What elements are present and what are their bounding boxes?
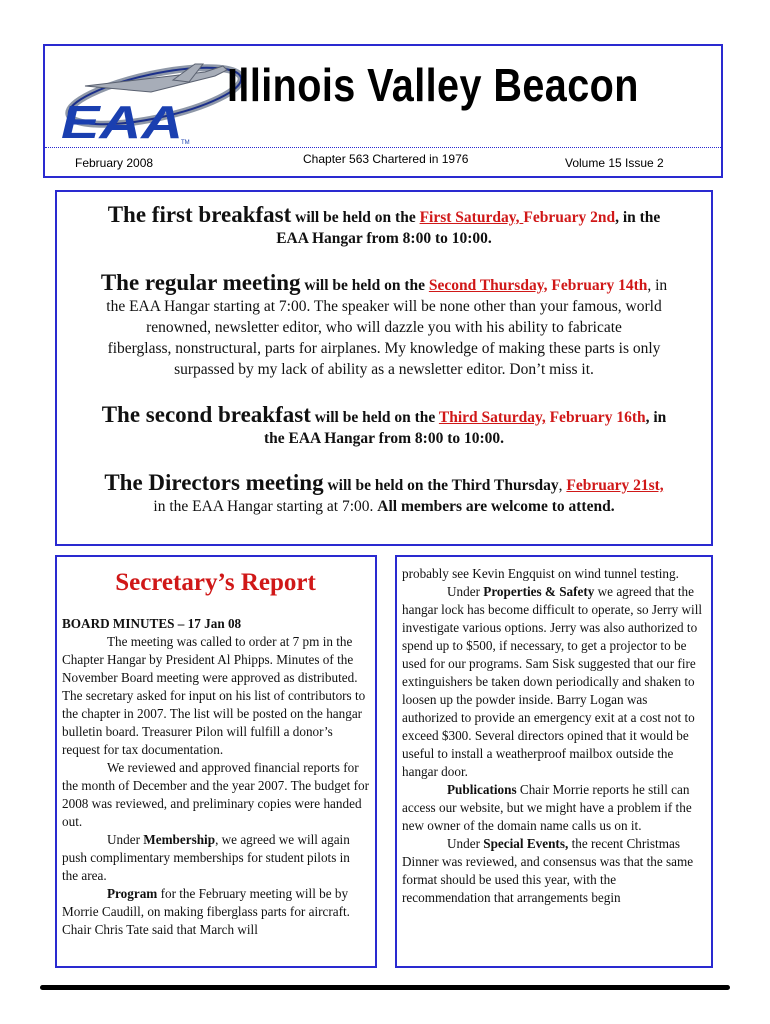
program-text: for the February meeting will be by Morrie Caudill, on making fiberglass parts for aircraft. Chair Chris Tate said that March will [62, 886, 350, 937]
regular-meeting-body-3: fiberglass, nonstructural, parts for airplanes. My knowledge of making these parts is only [107, 340, 661, 357]
second-breakfast-pre: will be held on the [310, 409, 439, 426]
chapter-charter: Chapter 563 Chartered in 1976 [303, 152, 469, 166]
announcements-box [55, 190, 713, 546]
regular-meeting-post: , in [647, 277, 668, 294]
properties-safety-text: we agreed that the hangar lock has become difficult to operate, so Jerry will investigate various options. Jerry was also authorized to spend up to $500, if necessary, to get a projector to be used for our programs. Sam Sisk suggested that our fire extinguishers be taken down periodically and shaken to loosen up the powder inside. Barry Logan was authorized to provide an emergency exit at a cost not to exceed $300. Several directors opined that it would be useful to install a weatherproof mailbox outside the hangar door. [402, 584, 703, 779]
first-breakfast-line2: EAA Hangar from 8:00 to 10:00. [276, 230, 492, 247]
minutes-continued-column [395, 555, 713, 968]
first-breakfast-day: First Saturday, [419, 209, 524, 226]
membership-label: Membership [143, 832, 216, 847]
continued-paragraph-1: probably see Kevin Engquist on wind tunnel testing. [402, 566, 679, 581]
continued-paragraph-3 [402, 781, 705, 835]
first-breakfast-post: , in the [615, 209, 661, 226]
first-breakfast-lead: The first breakfast [107, 202, 292, 227]
minutes-paragraph-3 [62, 831, 369, 885]
continued-paragraph-2 [402, 583, 705, 781]
volume-issue: Volume 15 Issue 2 [565, 156, 664, 170]
membership-pre: Under [107, 832, 144, 847]
minutes-paragraph-4 [62, 885, 369, 939]
regular-meeting-pre: will be held on the [300, 277, 429, 294]
regular-meeting-body-2: renowned, newsletter editor, who will dazzle you with his ability to fabricate [146, 319, 622, 336]
second-breakfast-line2: the EAA Hangar from 8:00 to 10:00. [263, 430, 505, 447]
directors-meeting-welcome: All members are welcome to attend. [377, 498, 615, 515]
first-breakfast-date: February 2nd [523, 209, 616, 226]
second-breakfast-announcement [57, 404, 711, 449]
continued-paragraph-4 [402, 835, 705, 907]
minutes-paragraph-2: We reviewed and approved financial reports for the month of December and the year 2007. The budget for 2008 was reviewed, and preliminary copies were handed out. [62, 760, 369, 829]
first-breakfast-announcement [57, 204, 711, 249]
directors-meeting-date: February 21st, [566, 477, 664, 494]
special-events-label: Special Events, [483, 836, 569, 851]
regular-meeting-day: Second Thursday, [428, 277, 548, 294]
regular-meeting-date: February 14th [547, 277, 648, 294]
properties-pre: Under [447, 584, 484, 599]
trademark-mark: TM [181, 140, 190, 146]
directors-meeting-announcement [57, 472, 711, 517]
second-breakfast-lead: The second breakfast [101, 402, 311, 427]
masthead-divider [45, 147, 721, 148]
program-label: Program [107, 886, 158, 901]
secretary-report-column [55, 555, 377, 968]
masthead [43, 44, 723, 178]
second-breakfast-post: , in [645, 409, 667, 426]
secretary-report-title: Secretary’s Report [115, 569, 316, 596]
publications-label: Publications [447, 782, 517, 797]
page-bottom-rule [40, 985, 730, 990]
special-events-pre: Under [447, 836, 484, 851]
first-breakfast-pre: will be held on the [291, 209, 420, 226]
directors-meeting-lead: The Directors meeting [104, 470, 324, 495]
second-breakfast-day: Third Saturday, [438, 409, 546, 426]
publications-text: Chair Morrie reports he still can access our website, but we might have a problem if the new owner of the domain name calls us on it. [402, 782, 692, 833]
board-minutes-heading: BOARD MINUTES – 17 Jan 08 [62, 616, 242, 631]
directors-meeting-comma: , [558, 477, 567, 494]
regular-meeting-announcement [57, 272, 711, 380]
regular-meeting-lead: The regular meeting [100, 270, 301, 295]
membership-text: , we agreed we will again push complimentary memberships for student pilots in the area. [62, 832, 350, 883]
issue-date: February 2008 [75, 156, 154, 170]
regular-meeting-body-4: surpassed by my lack of ability as a newsletter editor. Don’t miss it. [174, 361, 594, 378]
directors-meeting-line2: in the EAA Hangar starting at 7:00. [153, 498, 378, 515]
newsletter-title: Illinois Valley Beacon [227, 59, 639, 111]
directors-meeting-pre: will be held on the Third Thursday [323, 477, 559, 494]
eaa-logo-text: EAA [61, 96, 183, 148]
regular-meeting-body-1: the EAA Hangar starting at 7:00. The speaker will be none other than your famous, world [106, 298, 662, 315]
second-breakfast-date: February 16th [545, 409, 646, 426]
properties-safety-label: Properties & Safety [483, 584, 595, 599]
minutes-paragraph-1: The meeting was called to order at 7 pm in the Chapter Hangar by President Al Phipps. Minutes of the November Board meeting were approved as distributed. The secretary asked for input on his list of contributors to the chapter in 2007. The list will be posted on the hangar bulletin board. Treasurer Pilon will fulfill a donor’s request for tax documentation. [62, 634, 366, 757]
special-events-text: the recent Christmas Dinner was reviewed, and consensus was that the same format should be used this year, with the recommendation that arrangements begin [402, 836, 694, 905]
